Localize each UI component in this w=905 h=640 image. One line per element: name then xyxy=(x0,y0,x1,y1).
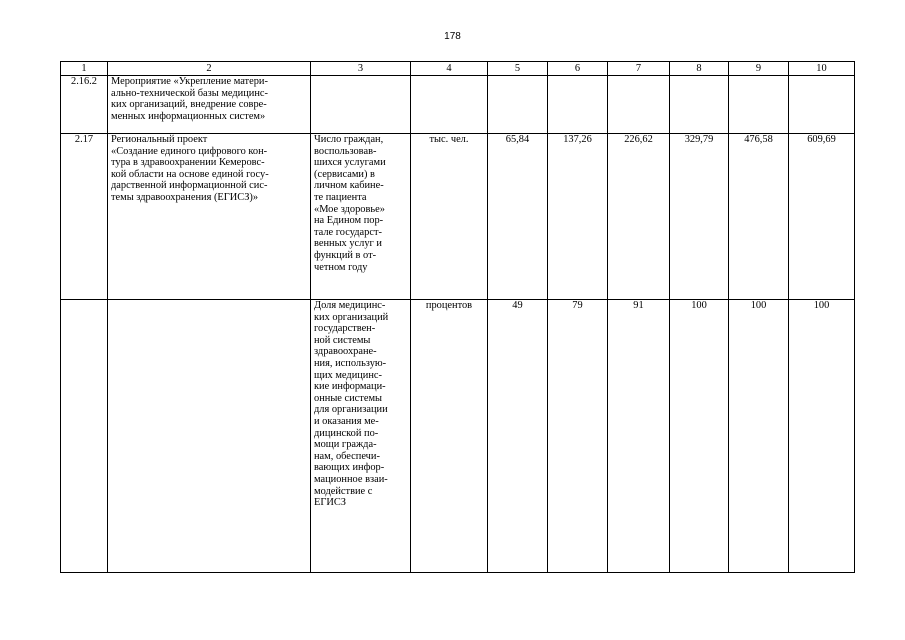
page-number: 178 xyxy=(444,31,461,42)
value-cell: 91 xyxy=(608,300,670,573)
unit-cell xyxy=(411,76,488,134)
value-cell: 100 xyxy=(729,300,789,573)
value-cell xyxy=(548,76,608,134)
value-cell xyxy=(608,76,670,134)
column-header: 5 xyxy=(488,62,548,76)
value-cell: 65,84 xyxy=(488,134,548,300)
unit-cell: процентов xyxy=(411,300,488,573)
column-header: 2 xyxy=(108,62,311,76)
indicator-table xyxy=(60,61,855,573)
value-cell: 100 xyxy=(789,300,855,573)
row-number-cell: 2.17 xyxy=(61,134,108,300)
column-header: 6 xyxy=(548,62,608,76)
value-cell: 49 xyxy=(488,300,548,573)
column-header: 8 xyxy=(670,62,729,76)
value-cell: 609,69 xyxy=(789,134,855,300)
table-header-row xyxy=(61,62,855,76)
measure-name-cell: Мероприятие «Укрепление матери- ально-технической базы медицинс- ких организаций, внедрение совре- менных информационных систем» xyxy=(108,76,311,134)
value-cell xyxy=(488,76,548,134)
measure-name-cell: Региональный проект «Создание единого цифрового кон- тура в здравоохранении Кемеровс- кой области на основе единой госу- дарственной информационной сис- темы здравоохранения (ЕГИСЗ)» xyxy=(108,134,311,300)
column-header: 7 xyxy=(608,62,670,76)
column-header: 4 xyxy=(411,62,488,76)
unit-cell: тыс. чел. xyxy=(411,134,488,300)
table-row xyxy=(61,76,855,134)
table-row xyxy=(61,300,855,573)
value-cell: 137,26 xyxy=(548,134,608,300)
value-cell: 100 xyxy=(670,300,729,573)
indicator-cell: Доля медицинс- ких организаций государствен- ной системы здравоохране- ния, использую- щих медицинс- кие информаци- онные системы для организации и оказания ме- дицинской по- мощи гражда- нам, обеспечи- вающих инфор- мационное взаи- модействие с ЕГИСЗ xyxy=(311,300,411,573)
column-header: 9 xyxy=(729,62,789,76)
table-row xyxy=(61,134,855,300)
value-cell: 79 xyxy=(548,300,608,573)
row-number-cell xyxy=(61,300,108,573)
indicator-cell: Число граждан, воспользовав- шихся услугами (сервисами) в личном кабине- те пациента «Мое здоровье» на Едином пор- тале государст- венных услуг и функций в от- четном году xyxy=(311,134,411,300)
value-cell xyxy=(789,76,855,134)
value-cell xyxy=(670,76,729,134)
indicator-cell xyxy=(311,76,411,134)
value-cell: 476,58 xyxy=(729,134,789,300)
value-cell: 226,62 xyxy=(608,134,670,300)
column-header: 10 xyxy=(789,62,855,76)
column-header: 3 xyxy=(311,62,411,76)
value-cell: 329,79 xyxy=(670,134,729,300)
value-cell xyxy=(729,76,789,134)
row-number-cell: 2.16.2 xyxy=(61,76,108,134)
column-header: 1 xyxy=(61,62,108,76)
measure-name-cell xyxy=(108,300,311,573)
